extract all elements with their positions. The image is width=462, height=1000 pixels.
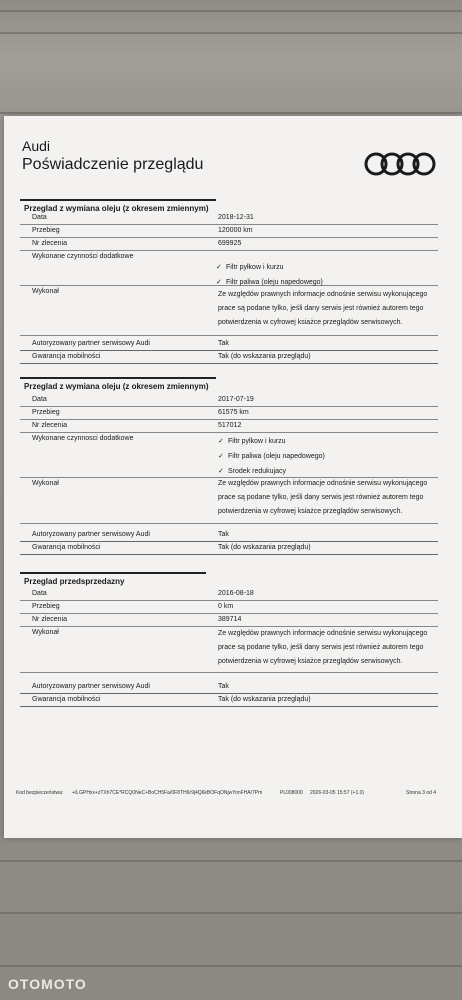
partner-label: Autoryzowany partner serwisowy Audi	[32, 683, 150, 690]
section-title-bar	[20, 199, 216, 201]
row-label: Wykonał	[32, 480, 59, 487]
print-timestamp: 2026-03-05 15:57 (+1.0)	[310, 790, 365, 796]
section-title-bar	[20, 377, 216, 379]
row-partner-line	[20, 683, 438, 694]
row-data	[20, 589, 438, 601]
check-item: ✓ Filtr pylkow i kurzu	[218, 438, 286, 445]
row-value: 2016-08-18	[218, 590, 254, 597]
row-partner-line	[20, 531, 438, 542]
section-title: Przeglad z wymiana oleju (z okresem zmiennym)	[24, 204, 209, 213]
row-przebieg	[20, 602, 438, 614]
otomoto-watermark: OTOMOTO	[8, 976, 87, 992]
checkmark-icon: ✓	[218, 438, 224, 445]
partner-value: Tak	[218, 531, 229, 538]
row-label: Data	[32, 396, 47, 403]
check-item: ✓ Filtr paliwa (oleju napedowego)	[216, 279, 323, 286]
floor-plank-line	[0, 912, 462, 914]
document-id: PL008000	[280, 790, 303, 796]
row-value: 2017-07-19	[218, 396, 254, 403]
row-gwarancja	[20, 352, 438, 364]
floor-plank-line	[0, 112, 462, 114]
checkmark-icon: ✓	[216, 279, 222, 286]
row-value: 61575 km	[218, 409, 249, 416]
wykonal-text: Ze względów prawnych informacje odnośnie serwisu wykonującego prace są podane tylko, jeśli dany serwis jest również autorem tego potwierdzenia w cyfrowej ksiażce przeglądów serwisowych.	[218, 291, 428, 326]
section-title: Przeglad z wymiana oleju (z okresem zmiennym)	[24, 382, 209, 391]
row-label: Wykonane czynnosci dodatkowe	[32, 435, 134, 442]
row-label: Wykonane czynności dodatkowe	[32, 253, 134, 260]
partner-value: Tak	[218, 683, 229, 690]
row-label: Przebieg	[32, 603, 60, 610]
row-value: Tak (do wskazania przeglądu)	[218, 353, 311, 360]
wykonal-text: Ze względów prawnych informacje odnośnie serwisu wykonującego prace są podane tylko, jeśli dany serwis jest również autorem tego potwierdzenia w cyfrowej ksiażce przeglądów serwisowych.	[218, 630, 428, 665]
row-label: Wykonał	[32, 288, 59, 295]
row-label: Przebieg	[32, 227, 60, 234]
row-label: Data	[32, 590, 47, 597]
row-label: Nr zlecenia	[32, 240, 68, 247]
partner-label: Autoryzowany partner serwisowy Audi	[32, 531, 150, 538]
page-number: Strona 3 od 4	[406, 790, 437, 796]
check-item: ✓ Filtr paliwa (oleju napedowego)	[218, 453, 325, 460]
row-data	[20, 395, 438, 407]
wykonal-text: Ze względów prawnych informacje odnośnie serwisu wykonującego prace są podane tylko, jeśli dany serwis jest również autorem tego potwierdzenia w cyfrowej ksiażce przeglądów serwisowych.	[218, 480, 428, 515]
partner-value: Tak	[218, 340, 229, 347]
check-item: ✓ Filtr pyłkow i kurzu	[216, 264, 284, 271]
security-code: +/LGPHxx+zTXh7CE*RCQ0NeC+BoCH5Fa/0F8TH6r9j4Q6kBOFqONjwYonFHA/7Pm	[72, 790, 263, 796]
floor-plank-line	[0, 32, 462, 34]
row-data	[20, 213, 438, 225]
document-title: Poświadczenie przeglądu	[22, 156, 204, 173]
row-nr-zlecenia	[20, 615, 438, 627]
row-value: 2018-12-31	[218, 214, 254, 221]
partner-label: Autoryzowany partner serwisowy Audi	[32, 340, 150, 347]
row-gwarancja	[20, 543, 438, 555]
row-label: Gwarancja mobilności	[32, 353, 101, 360]
row-label: Nr zlecenia	[32, 616, 68, 623]
row-nr-zlecenia	[20, 239, 438, 251]
row-value: Tak (do wskazania przeglądu)	[218, 544, 311, 551]
audi-rings-logo	[364, 150, 438, 178]
row-label: Data	[32, 214, 47, 221]
row-label: Gwarancja mobilności	[32, 544, 101, 551]
row-przebieg	[20, 408, 438, 420]
row-label: Wykonał	[32, 629, 59, 636]
check-item: ✓ Srodek redukujacy	[218, 468, 286, 475]
brand-name: Audi	[22, 138, 51, 154]
section-title: Przeglad przedsprzedazny	[24, 577, 125, 586]
row-value: 517012	[218, 422, 242, 429]
row-value: 699925	[218, 240, 242, 247]
floor-plank-line	[0, 10, 462, 12]
security-code-label: Kod bezpieczeństwa:	[16, 790, 64, 796]
checkmark-icon: ✓	[218, 468, 224, 475]
row-nr-zlecenia	[20, 421, 438, 433]
row-value: 0 km	[218, 603, 234, 610]
row-przebieg	[20, 226, 438, 238]
checkmark-icon: ✓	[218, 453, 224, 460]
row-gwarancja	[20, 695, 438, 707]
floor-plank-line	[0, 965, 462, 967]
checkmark-icon: ✓	[216, 264, 222, 271]
row-value: 389714	[218, 616, 242, 623]
row-partner-line	[20, 340, 438, 351]
row-label: Przebieg	[32, 409, 60, 416]
row-value: Tak (do wskazania przeglądu)	[218, 696, 311, 703]
floor-plank-line	[0, 860, 462, 862]
row-value: 120000 km	[218, 227, 253, 234]
row-label: Nr zlecenia	[32, 422, 68, 429]
row-label: Gwarancja mobilności	[32, 696, 101, 703]
section-title-bar	[20, 572, 206, 574]
